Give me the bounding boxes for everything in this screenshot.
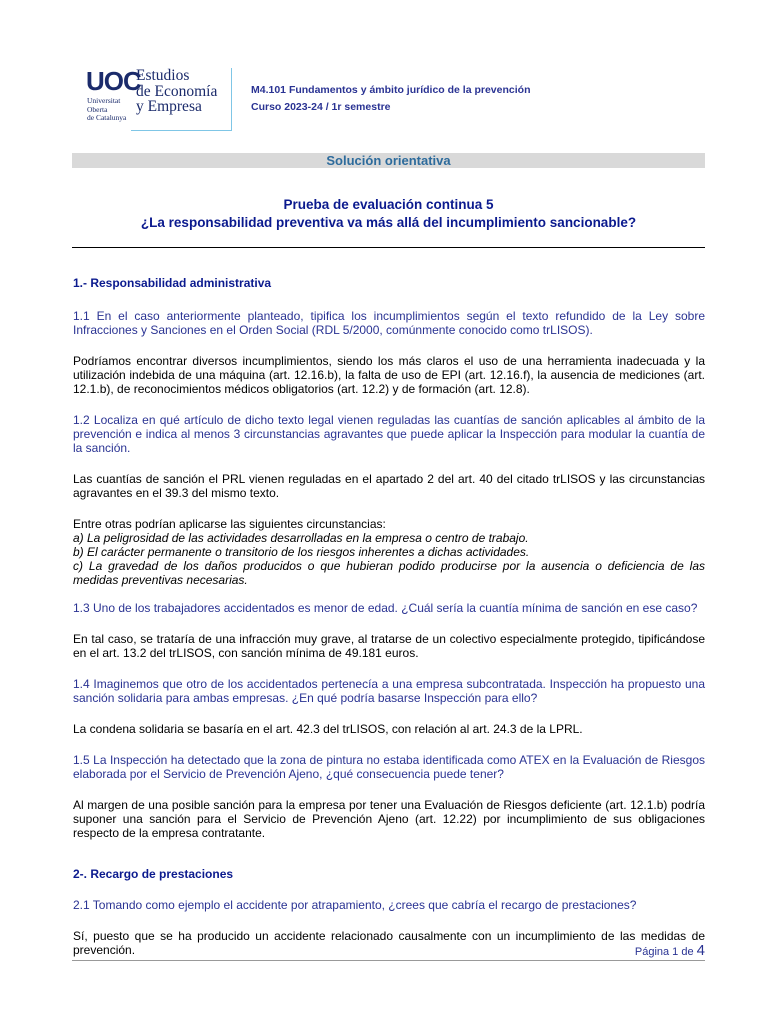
- section-heading-1: 1.- Responsabilidad administrativa: [73, 276, 272, 290]
- question-1-1: 1.1 En el caso anteriormente planteado, tipifica los incumplimientos según el texto refundido de la Ley sobre Infracciones y Sanciones en el Orden Social (RDL 5/2000, comúnmente conocido como trLISOS).: [73, 309, 705, 337]
- list-item: c) La gravedad de los daños producidos o que hubieran podido producirse por la ausencia o deficiencia de las medidas preventivas necesarias.: [73, 559, 705, 587]
- course-info: [251, 82, 530, 116]
- answer-2-1: Sí, puesto que se ha producido un accidente relacionado causalmente con un incumplimiento de las medidas de prevención.: [73, 929, 705, 957]
- page-number: [635, 942, 705, 959]
- course-title: M4.101 Fundamentos y ámbito jurídico de la prevención: [251, 84, 531, 96]
- section-heading-2: 2-. Recargo de prestaciones: [73, 867, 234, 881]
- answer-1-2-intro: Las cuantías de sanción el PRL vienen reguladas en el apartado 2 del art. 40 del citado trLISOS y las circunstancias agravantes en el 39.3 del mismo texto.: [73, 472, 705, 500]
- banner-label: Solución orientativa: [326, 153, 451, 168]
- page-label: Página 1 de: [634, 946, 694, 958]
- list-item: b) El carácter permanente o transitorio de los riesgos inherentes a dichas actividades.: [73, 545, 530, 559]
- uoc-logo-subtitle: Universitat Oberta de Catalunya: [87, 96, 127, 122]
- document-title: [72, 196, 705, 232]
- question-1-3: 1.3 Uno de los trabajadores accidentados es menor de edad. ¿Cuál sería la cuantía mínima de sanción en ese caso?: [73, 601, 698, 615]
- document-body: [73, 276, 705, 957]
- uoc-logo-mark: UOC: [86, 66, 141, 96]
- answer-1-4: La condena solidaria se basaría en el art. 42.3 del trLISOS, con relación al art. 24.3 de la LPRL.: [73, 722, 583, 736]
- answer-1-5: Al margen de una posible sanción para la empresa por tener una Evaluación de Riesgos deficiente (art. 12.1.b) podría suponer una sanción para el Servicio de Prevención Ajeno (art. 12.22) por incumplimiento de sus obligaciones respecto de la empresa contratante.: [73, 798, 705, 840]
- answer-1-3: En tal caso, se trataría de una infracción muy grave, al tratarse de un colectivo especialmente protegido, tipificándose en el art. 13.2 del trLISOS, con sanción mínima de 49.181 euros.: [73, 632, 705, 660]
- question-1-2: 1.2 Localiza en qué artículo de dicho texto legal vienen reguladas las cuantías de sanción aplicables al ámbito de la prevención e indica al menos 3 circunstancias agravantes que puede aplicar la Inspección para modular la cuantía de la sanción.: [73, 413, 705, 455]
- question-2-1: 2.1 Tomando como ejemplo el accidente por atrapamiento, ¿crees que cabría el recargo de prestaciones?: [73, 898, 637, 912]
- title-line-1: Prueba de evaluación continua 5: [283, 197, 494, 212]
- total-pages: 4: [696, 942, 705, 959]
- logo-accent-border: [131, 68, 232, 131]
- question-1-4: 1.4 Imaginemos que otro de los accidentados pertenecía a una empresa subcontratada. Inspección ha propuesto una sanción solidaria para ambas empresas. ¿En qué podría basarse Inspección para ello?: [73, 677, 705, 705]
- title-line-2: ¿La responsabilidad preventiva va más allá del incumplimiento sancionable?: [140, 215, 637, 230]
- question-1-5: 1.5 La Inspección ha detectado que la zona de pintura no estaba identificada como ATEX en la Evaluación de Riesgos elaborada por el Servicio de Prevención Ajeno, ¿qué consecuencia puede tener?: [73, 753, 705, 781]
- title-divider: [72, 247, 705, 248]
- uoc-logo-brand: Estudios de Economía y Empresa: [136, 67, 218, 115]
- course-term: Curso 2023-24 / 1r semestre: [251, 101, 391, 113]
- answer-1-1: Podríamos encontrar diversos incumplimientos, siendo los más claros el uso de una herramienta inadecuada y la utilización indebida de una máquina (art. 12.16.b), la falta de uso de EPI (art. 12.16.f), la ausencia de mediciones (art. 12.1.b), de reconocimientos médicos obligatorios (art. 12.2) y de formación (art. 12.8).: [73, 354, 705, 396]
- footer-divider: [72, 960, 705, 961]
- list-item: a) La peligrosidad de las actividades desarrolladas en la empresa o centro de trabajo.: [73, 531, 529, 545]
- solution-banner: [72, 153, 705, 168]
- answer-1-2-list-intro: Entre otras podrían aplicarse las siguientes circunstancias:: [73, 517, 386, 531]
